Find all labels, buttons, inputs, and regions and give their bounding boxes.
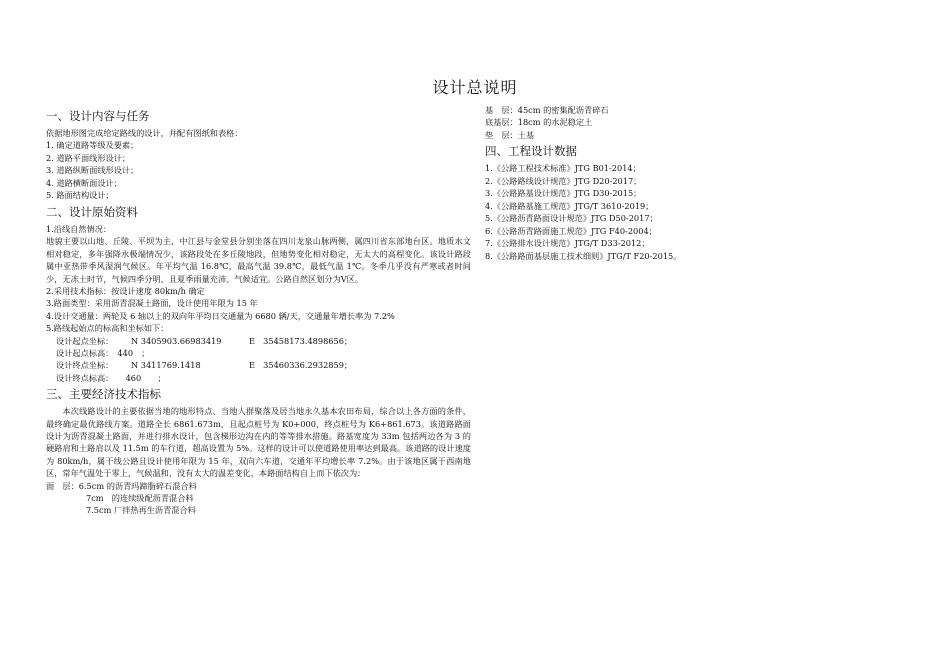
list-item: 3. 道路纵断面线形设计； [46, 165, 139, 176]
coords-title: 5.路线起始点的标高和坐标如下： [46, 323, 169, 334]
list-item: 2. 道路平面线形设计； [46, 152, 131, 163]
list-item: 5. 路面结构设计； [46, 190, 114, 201]
layer-surface-3: 7.5cm 厂拌热再生沥青混合料 [86, 505, 196, 516]
layer-surface-1: 面 层：6.5cm 的沥青玛蹄脂碎石混合料 [46, 480, 197, 491]
list-item: 1. 确定道路等级及要素； [46, 140, 139, 151]
list-item: 1.《公路工程技术标准》JTG B01-2014； [485, 163, 641, 174]
layer-subbase: 底基层：18cm 的水泥稳定土 [485, 117, 593, 128]
start-coord-n: N 3405903.66983419 [131, 335, 222, 346]
list-item: 6.《公路沥青路面施工规范》JTG F40-2004； [485, 225, 657, 236]
nature-title: 1.沿线自然情况： [46, 223, 112, 234]
end-coord-row [46, 359, 471, 371]
task-list [46, 139, 471, 202]
start-elev: 设计起点标高： 440 ； [56, 347, 150, 358]
left-column [46, 108, 471, 517]
section-heading-economic-indicators: 三、主要经济技术指标 [46, 387, 161, 402]
right-column [485, 104, 905, 262]
list-item: 7.《公路排水设计规范》JTG/T D33-2012； [485, 238, 650, 249]
tech-index: 2.采用技术指标：按设计速度 80km/h 确定 [46, 285, 205, 296]
end-coord-e: E 35460336.2932859； [249, 360, 353, 371]
indicators-paragraph: 本次线路设计的主要依据当地的地形特点、当地人群聚落及居当地永久基本农田布局，综合以上各方面的条件，最终确定最优路线方案。道路全长 6861.673m，且起点桩号为 K0+000，终点桩号为 K6+861.673。该道路路面设计为沥青混凝土路面，并进行排水设计，包含梯形边沟在内的等等排水措施。路基宽度为 33m 包括两边各为 3 的硬路肩和土路肩以及 11.5m 的车行道，超高设置为 5%。这样的设计可以使道路使用率达到最高。该道路的设计速度为 80km/h，属干线公路且设计使用年限为 15 年，双向六车道，交通年平均增长率 7.2%。由于该地区属于西南地区，常年气温处于零上，气候温和，没有太大的温差变化，本路面结构自上而下依次为： [46, 406, 471, 479]
section-heading-design-content: 一、设计内容与任务 [46, 109, 150, 123]
nature-paragraph: 地貌主要以山地、丘陵、平坝为主，中江县与金堂县分别坐落在四川龙泉山脉两侧，属四川省东部地台区。地质水文相对稳定，多年强降水极端情况少，该路段处在多丘陵地段，但地势变化相对稳定，无太大的高程变化。该设计路段属中亚热带季风湿润气候区。年平均气温 16.8℃，最高气温 39.8℃，最低气温 1℃。冬季几乎没有严寒或者时间少，无冻土时节，气候四季分明，且夏季雨量充沛、气候适宜。公路自然区划分为V区。 [46, 236, 471, 284]
layer-base: 基 层：45cm 的密集配沥青碎石 [485, 105, 609, 115]
reference-list [485, 162, 905, 262]
section-heading-engineering-data: 四、工程设计数据 [485, 144, 577, 159]
pavement-type: 3.路面类型：采用沥青混凝土路面，设计使用年限为 15 年 [46, 298, 258, 309]
layer-surface-2: 7cm 的连续级配沥青混合料 [86, 493, 194, 504]
design-traffic: 4.设计交通量：两轮及 6 轴以上的双向年平均日交通量为 6680 辆/天，交通量年增长率为 7.2% [46, 310, 395, 321]
list-item: 4.《公路路基施工规范》JTG/T 3610-2019； [485, 200, 654, 211]
list-item: 5.《公路沥青路面设计规范》JTG D50-2017； [485, 213, 658, 224]
section-heading-original-data: 二、设计原始资料 [46, 204, 138, 219]
start-coord-e: E 35458173.4898656； [249, 335, 353, 346]
end-coord-n: N 3411769.1418 [131, 360, 201, 371]
sec1-intro: 依据地形图完成给定路线的设计，并配有图纸和表格： [46, 128, 243, 138]
start-coord-row [46, 335, 471, 347]
layer-cushion: 垫 层：土基 [485, 129, 535, 140]
page-title: 设计总说明 [432, 78, 518, 97]
list-item: 3.《公路路基设计规范》JTG D30-2015； [485, 188, 642, 199]
list-item: 2.《公路路线设计规范》JTG D20-2017； [485, 175, 642, 186]
list-item: 4. 道路横断面设计； [46, 177, 122, 188]
end-coord-label: 设计终点坐标： [56, 360, 114, 371]
start-coord-label: 设计起点坐标： [56, 335, 114, 346]
list-item: 8.《公路路面基层施工技术细则》JTG/T F20-2015。 [485, 250, 682, 261]
end-elev: 设计终点标高： 460 ； [56, 372, 166, 383]
